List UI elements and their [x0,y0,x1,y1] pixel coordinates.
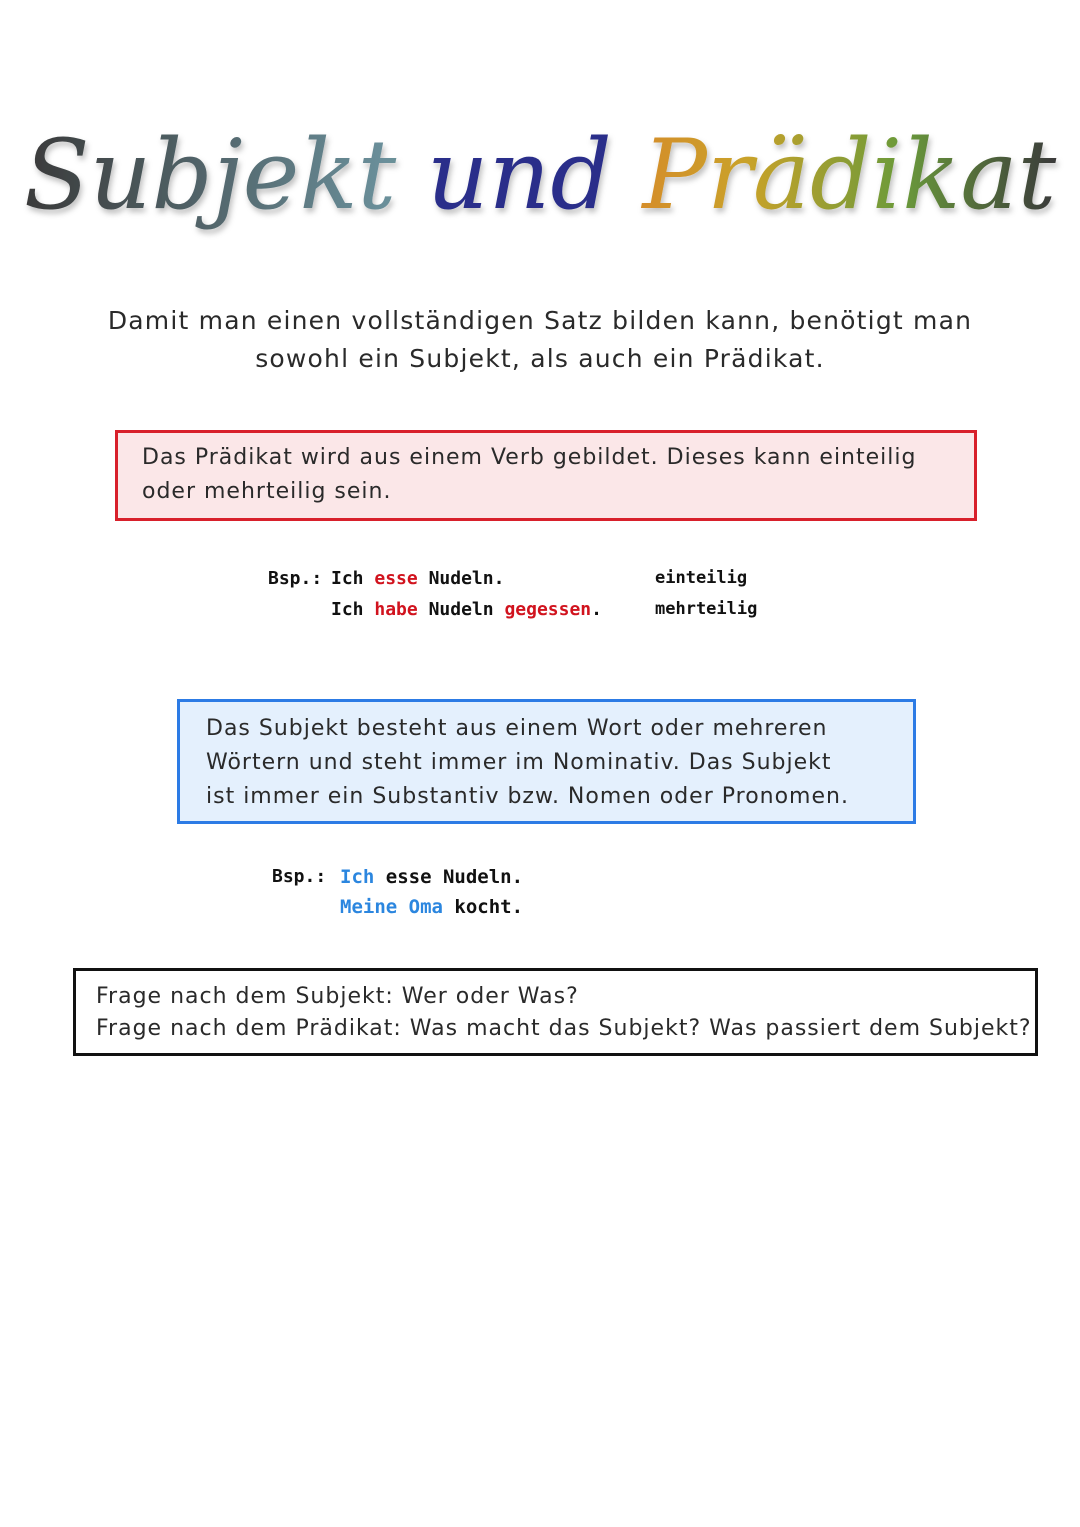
pradikat-definition-box [115,430,977,521]
subject-highlight: Meine Oma [340,896,443,918]
frage-box [73,968,1038,1056]
subjekt-box-line-2: Wörtern und steht immer im Nominativ. Das Subjekt [206,750,832,775]
pradikat-example-2: Ich habe Nudeln gegessen. [331,599,602,620]
pradikat-example-prefix: Bsp.: [268,568,323,589]
intro-line-2: sowohl ein Subjekt, als auch ein Prädikat. [255,344,825,373]
subjekt-box-line-1: Das Subjekt besteht aus einem Wort oder mehreren [206,716,828,741]
verb-highlight: esse [374,568,418,589]
label-mehrteilig: mehrteilig [655,599,758,619]
pradikat-box-line-1: Das Prädikat wird aus einem Verb gebildet. Dieses kann einteilig [142,445,917,470]
frage-pradikat-line: Frage nach dem Prädikat: Was macht das Subjekt? Was passiert dem Subjekt? [96,1016,1032,1041]
label-einteilig: einteilig [655,568,748,588]
subjekt-box-line-3: ist immer ein Substantiv bzw. Nomen oder Pronomen. [206,784,849,809]
page-title [0,100,1080,270]
pradikat-box-line-2: oder mehrteilig sein. [142,479,392,504]
frage-subjekt-line: Frage nach dem Subjekt: Wer oder Was? [96,984,579,1009]
subjekt-example-2: Meine Oma kocht. [340,896,524,918]
title-text: Subjekt und Prädikat [23,119,1057,231]
intro-line-1: Damit man einen vollständigen Satz bilden kann, benötigt man [107,306,973,335]
subject-highlight: Ich [340,866,375,888]
verb-highlight: gegessen [504,599,592,620]
subjekt-example-prefix: Bsp.: [272,866,327,887]
verb-highlight: habe [374,599,418,620]
subjekt-example-1: Ich esse Nudeln. [340,866,524,888]
subjekt-definition-box [177,699,916,824]
pradikat-example-1: Ich esse Nudeln. [331,568,505,589]
